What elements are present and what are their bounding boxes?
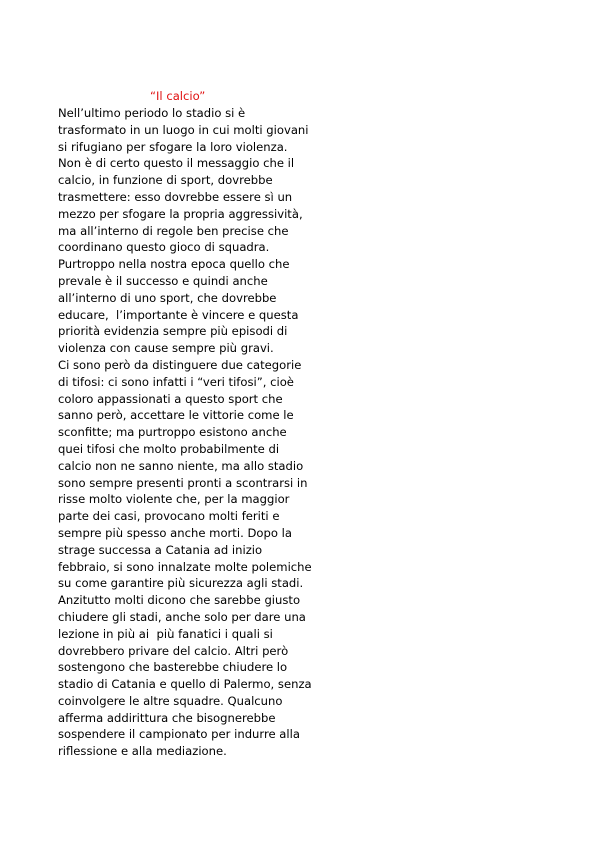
text-line: priorità evidenzia sempre più episodi di <box>58 324 288 339</box>
text-line: sostengono che basterebbe chiudere lo <box>58 660 288 675</box>
text-line: violenza con cause sempre più gravi. <box>58 341 274 356</box>
text-line: coordinano questo gioco di squadra. <box>58 240 270 255</box>
text-line: coinvolgere le altre squadre. Qualcuno <box>58 693 283 708</box>
text-line: ma all’interno di regole ben precise che <box>58 223 289 238</box>
text-line: sempre più spesso anche morti. Dopo la <box>58 525 292 540</box>
text-line: di tifosi: ci sono infatti i “veri tifosi”, cioè <box>58 374 294 389</box>
text-line: afferma addirittura che bisognerebbe <box>58 710 276 725</box>
text-line: strage successa a Catania ad inizio <box>58 542 263 557</box>
text-line: calcio, in funzione di sport, dovrebbe <box>58 173 273 188</box>
text-line: prevale è il successo e quindi anche <box>58 273 268 288</box>
text-line: calcio non ne sanno niente, ma allo stadio <box>58 458 304 473</box>
text-line: coloro appassionati a questo sport che <box>58 391 283 406</box>
text-line: risse molto violente che, per la maggior <box>58 492 290 507</box>
text-line: educare, l’importante è vincere e questa <box>58 307 299 322</box>
text-line: Ci sono però da distinguere due categorie <box>58 357 302 372</box>
text-line: Nell’ultimo periodo lo stadio si è <box>58 106 246 120</box>
text-line: si rifugiano per sfogare la loro violenza. <box>58 139 288 154</box>
text-line: quei tifosi che molto probabilmente di <box>58 441 280 456</box>
text-line: dovrebbero privare del calcio. Altri però <box>58 643 289 658</box>
text-line: lezione in più ai più fanatici i quali si <box>58 626 273 641</box>
text-line: sconfitte; ma purtroppo esistono anche <box>58 425 287 440</box>
text-line: Non è di certo questo il messaggio che il <box>58 156 295 171</box>
document-body <box>58 105 312 760</box>
text-line: Purtroppo nella nostra epoca quello che <box>58 257 290 272</box>
text-line: riflessione e alla mediazione. <box>58 744 227 759</box>
text-line: sanno però, accettare le vittorie come le <box>58 408 294 423</box>
text-line: chiudere gli stadi, anche solo per dare una <box>58 609 306 624</box>
text-line: su come garantire più sicurezza agli stadi. <box>58 576 304 591</box>
text-line: stadio di Catania e quello di Palermo, senza <box>58 677 312 692</box>
text-line: trasformato in un luogo in cui molti giovani <box>58 122 309 137</box>
text-line: all’interno di uno sport, che dovrebbe <box>58 290 277 305</box>
text-line: Anzitutto molti dicono che sarebbe giusto <box>58 593 301 608</box>
text-line: parte dei casi, provocano molti feriti e <box>58 509 280 524</box>
text-line: trasmettere: esso dovrebbe essere sì un <box>58 189 293 204</box>
document-title: “Il calcio” <box>150 89 206 103</box>
text-line: febbraio, si sono innalzate molte polemiche <box>58 559 312 574</box>
text-line: sono sempre presenti pronti a scontrarsi in <box>58 475 308 490</box>
text-line: mezzo per sfogare la propria aggressività, <box>58 206 303 221</box>
text-line: sospendere il campionato per indurre alla <box>58 727 300 742</box>
